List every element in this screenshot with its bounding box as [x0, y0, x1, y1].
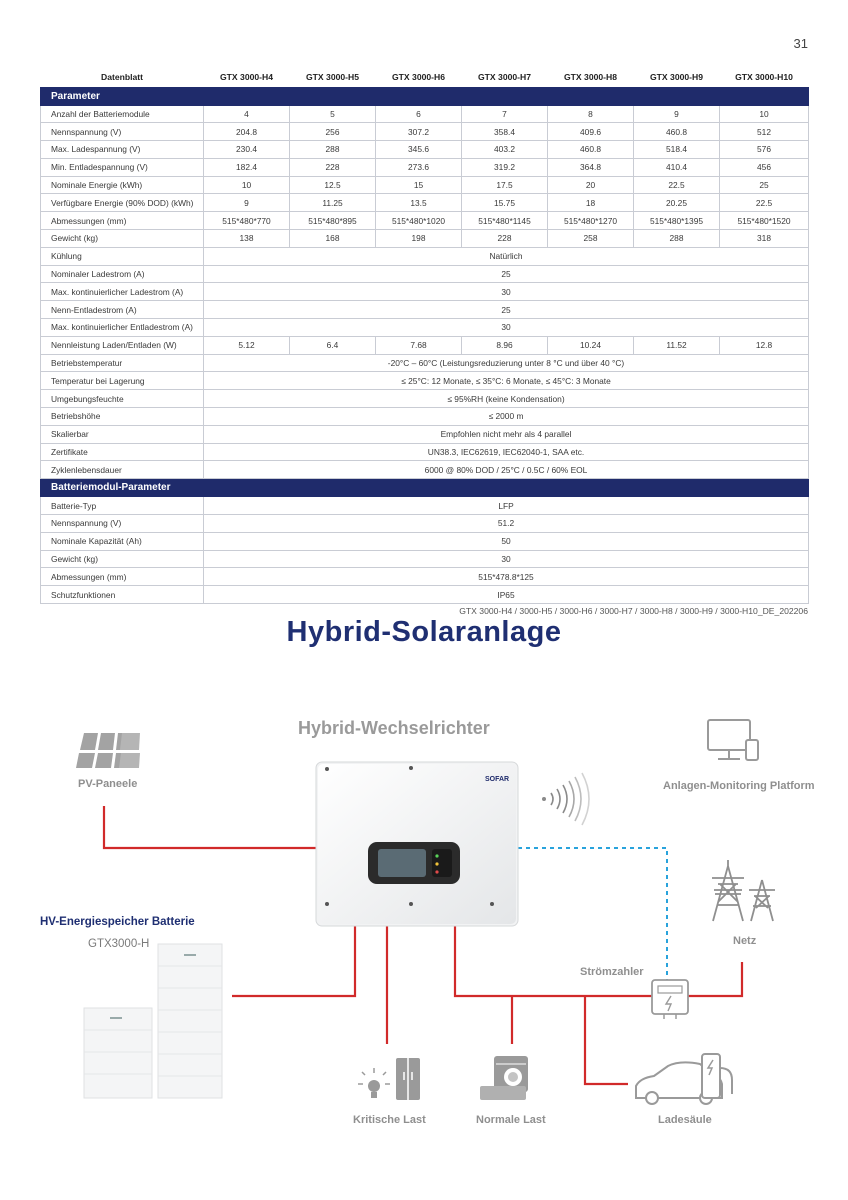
table-cell: 307.2	[376, 123, 462, 141]
parameter-label: Zyklenlebensdauer	[41, 461, 204, 479]
parameter-label: Nenn-Entladestrom (A)	[41, 301, 204, 319]
parameter-label: Abmessungen (mm)	[41, 212, 204, 230]
washing-machine-icon	[480, 1056, 528, 1100]
model-column-header: GTX 3000-H6	[391, 72, 446, 83]
table-cell: 460.8	[548, 141, 634, 159]
table-cell-merged: 50	[204, 532, 809, 550]
parameter-label: Betriebshöhe	[41, 408, 204, 426]
model-column-header: GTX 3000-H5	[305, 72, 360, 83]
lightbulb-fridge-icon	[358, 1058, 420, 1100]
table-cell: 4	[204, 105, 290, 123]
monitoring-platform-label: Anlagen-Monitoring Platform	[663, 780, 815, 792]
table-cell: 258	[548, 230, 634, 248]
battery-title: HV-Energiespeicher Batterie	[40, 916, 195, 928]
table-cell: 138	[204, 230, 290, 248]
table-cell: 11.52	[634, 336, 720, 354]
table-cell: 515*480*1270	[548, 212, 634, 230]
electric-meter-icon	[652, 980, 688, 1019]
page-number: 31	[793, 36, 808, 51]
table-cell: 515*480*1145	[462, 212, 548, 230]
table-cell: 7.68	[376, 336, 462, 354]
table-cell-merged: LFP	[204, 497, 809, 515]
table-cell: 20	[548, 176, 634, 194]
table-cell: 456	[720, 158, 809, 176]
parameter-label: Nennspannung (V)	[41, 515, 204, 533]
table-cell: 5	[290, 105, 376, 123]
table-cell: 182.4	[204, 158, 290, 176]
inverter-icon	[316, 762, 518, 926]
table-cell: 460.8	[634, 123, 720, 141]
table-cell: 515*480*770	[204, 212, 290, 230]
meter-grid-line	[688, 962, 742, 996]
section-title: Batteriemodul-Parameter	[41, 479, 809, 497]
parameter-label: Verfügbare Energie (90% DOD) (kWh)	[41, 194, 204, 212]
table-cell: 228	[462, 230, 548, 248]
parameter-label: Umgebungsfeuchte	[41, 390, 204, 408]
table-cell: 515*480*895	[290, 212, 376, 230]
parameter-label: Batterie-Typ	[41, 497, 204, 515]
parameter-label: Skalierbar	[41, 425, 204, 443]
table-cell-merged: ≤ 95%RH (keine Kondensation)	[204, 390, 809, 408]
charger-label: Ladesäule	[658, 1114, 712, 1126]
table-cell: 410.4	[634, 158, 720, 176]
table-cell: 25	[720, 176, 809, 194]
table-cell: 515*480*1020	[376, 212, 462, 230]
table-cell: 228	[290, 158, 376, 176]
table-cell-merged: 6000 @ 80% DOD / 25°C / 0.5C / 60% EOL	[204, 461, 809, 479]
table-cell: 288	[634, 230, 720, 248]
model-column-header: GTX 3000-H10	[735, 72, 793, 83]
table-cell: 515*480*1395	[634, 212, 720, 230]
pv-line	[104, 806, 316, 848]
table-cell-merged: ≤ 2000 m	[204, 408, 809, 426]
table-cell: 17.5	[462, 176, 548, 194]
parameter-label: Schutzfunktionen	[41, 586, 204, 604]
parameter-label: Zertifikate	[41, 443, 204, 461]
battery-tower-icon	[84, 944, 222, 1098]
model-column-header: GTX 3000-H7	[477, 72, 532, 83]
table-cell: 8.96	[462, 336, 548, 354]
parameter-label: Anzahl der Batteriemodule	[41, 105, 204, 123]
monitor-phone-icon	[708, 720, 758, 760]
table-cell-merged: 515*478.8*125	[204, 568, 809, 586]
parameter-label: Gewicht (kg)	[41, 550, 204, 568]
parameter-label: Temperatur bei Lagerung	[41, 372, 204, 390]
meter-label: Strömzahler	[580, 966, 644, 978]
table-cell: 10	[720, 105, 809, 123]
table-cell: 22.5	[720, 194, 809, 212]
table-cell: 13.5	[376, 194, 462, 212]
parameter-label: Max. kontinuierlicher Ladestrom (A)	[41, 283, 204, 301]
wifi-signal-icon	[542, 773, 589, 825]
table-cell-merged: UN38.3, IEC62619, IEC62040-1, SAA etc.	[204, 443, 809, 461]
table-cell: 273.6	[376, 158, 462, 176]
table-cell: 204.8	[204, 123, 290, 141]
parameter-label: Abmessungen (mm)	[41, 568, 204, 586]
table-cell-merged: Natürlich	[204, 247, 809, 265]
parameter-label: Kühlung	[41, 247, 204, 265]
table-cell: 230.4	[204, 141, 290, 159]
table-cell-merged: Empfohlen nicht mehr als 4 parallel	[204, 425, 809, 443]
normal-load-label: Normale Last	[476, 1114, 546, 1126]
parameter-label: Nennleistung Laden/Entladen (W)	[41, 336, 204, 354]
table-cell-merged: 30	[204, 550, 809, 568]
diagram-title: Hybrid-Solaranlage	[286, 616, 562, 648]
table-cell-merged: IP65	[204, 586, 809, 604]
parameter-label: Betriebstemperatur	[41, 354, 204, 372]
table-cell: 319.2	[462, 158, 548, 176]
battery-model: GTX3000-H	[88, 938, 150, 950]
grid-label: Netz	[733, 935, 757, 947]
table-cell: 10	[204, 176, 290, 194]
table-cell: 15	[376, 176, 462, 194]
table-cell-merged: 30	[204, 319, 809, 337]
datasheet-label: Datenblatt	[100, 72, 144, 83]
battery-line	[232, 926, 355, 996]
table-cell: 18	[548, 194, 634, 212]
table-cell: 7	[462, 105, 548, 123]
pv-panel-label: PV-Paneele	[78, 778, 138, 790]
table-cell: 6.4	[290, 336, 376, 354]
table-cell: 9	[204, 194, 290, 212]
parameter-label: Max. Ladespannung (V)	[41, 141, 204, 159]
table-cell-merged: ≤ 25°C: 12 Monate, ≤ 35°C: 6 Monate, ≤ 45°C: 3 Monate	[204, 372, 809, 390]
table-cell: 515*480*1520	[720, 212, 809, 230]
table-cell: 512	[720, 123, 809, 141]
table-cell: 10.24	[548, 336, 634, 354]
table-cell: 576	[720, 141, 809, 159]
table-cell: 9	[634, 105, 720, 123]
table-cell: 22.5	[634, 176, 720, 194]
power-tower-icon	[712, 860, 775, 921]
table-cell: 12.8	[720, 336, 809, 354]
table-cell: 20.25	[634, 194, 720, 212]
grid-side-line	[455, 926, 652, 996]
inverter-brand: SOFAR	[485, 776, 510, 783]
table-cell: 288	[290, 141, 376, 159]
table-cell: 12.5	[290, 176, 376, 194]
charger-line	[585, 996, 628, 1084]
parameter-label: Max. kontinuierlicher Entladestrom (A)	[41, 319, 204, 337]
parameter-label: Nominaler Ladestrom (A)	[41, 265, 204, 283]
parameter-label: Nominale Energie (kWh)	[41, 176, 204, 194]
table-cell: 256	[290, 123, 376, 141]
table-cell: 15.75	[462, 194, 548, 212]
model-column-header: GTX 3000-H4	[219, 72, 274, 83]
table-cell: 403.2	[462, 141, 548, 159]
table-cell: 345.6	[376, 141, 462, 159]
solar-panel-icon	[76, 733, 140, 768]
section-title: Parameter	[41, 87, 809, 105]
document-code: GTX 3000-H4 / 3000-H5 / 3000-H6 / 3000-H7 / 3000-H8 / 3000-H9 / 3000-H10_DE_202206	[459, 606, 808, 616]
parameter-label: Nominale Kapazität (Ah)	[41, 532, 204, 550]
monitoring-data-line	[518, 848, 667, 980]
table-cell: 168	[290, 230, 376, 248]
table-cell-merged: 25	[204, 265, 809, 283]
parameter-label: Nennspannung (V)	[41, 123, 204, 141]
parameter-label: Gewicht (kg)	[41, 230, 204, 248]
table-cell-merged: -20°C – 60°C (Leistungsreduzierung unter 8 °C und über 40 °C)	[204, 354, 809, 372]
table-cell: 8	[548, 105, 634, 123]
table-cell: 11.25	[290, 194, 376, 212]
model-column-header: GTX 3000-H8	[563, 72, 618, 83]
table-cell: 318	[720, 230, 809, 248]
table-cell-merged: 25	[204, 301, 809, 319]
model-column-header: GTX 3000-H9	[649, 72, 704, 83]
table-cell-merged: 30	[204, 283, 809, 301]
inverter-label: Hybrid-Wechselrichter	[298, 718, 490, 738]
table-cell: 409.6	[548, 123, 634, 141]
critical-load-label: Kritische Last	[353, 1114, 426, 1126]
table-cell: 198	[376, 230, 462, 248]
table-cell: 518.4	[634, 141, 720, 159]
table-cell: 5.12	[204, 336, 290, 354]
table-cell: 364.8	[548, 158, 634, 176]
car-charger-icon	[636, 1054, 732, 1104]
table-cell: 358.4	[462, 123, 548, 141]
table-cell: 6	[376, 105, 462, 123]
parameter-label: Min. Entladespannung (V)	[41, 158, 204, 176]
table-cell-merged: 51.2	[204, 515, 809, 533]
